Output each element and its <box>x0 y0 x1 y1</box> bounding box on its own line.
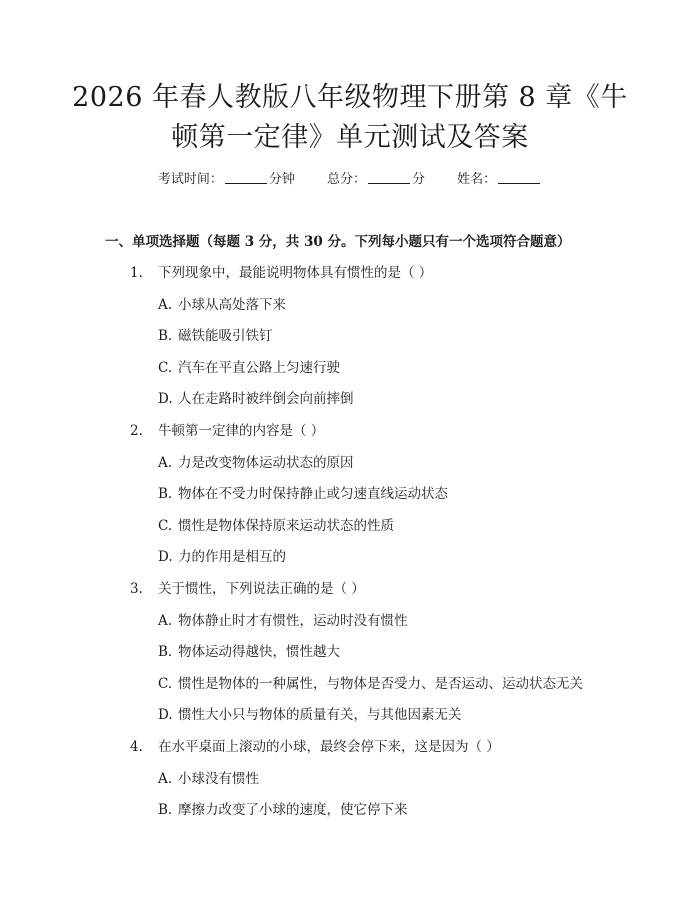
option-letter: B. <box>158 644 173 661</box>
option-text: 力是改变物体运动状态的原因 <box>178 454 354 471</box>
exam-time-field <box>158 172 299 187</box>
option-1a <box>0 290 700 322</box>
question-1 <box>0 258 700 290</box>
option-3b <box>0 637 700 669</box>
total-score-field <box>327 172 429 187</box>
option-letter: A. <box>158 296 173 313</box>
option-text: 物体在不受力时保持静止或匀速直线运动状态 <box>178 486 448 503</box>
option-letter: D. <box>158 391 173 408</box>
option-letter: A. <box>158 612 173 629</box>
option-text: 惯性大小只与物体的质量有关，与其他因素无关 <box>178 707 462 724</box>
question-number: 4. <box>130 738 143 755</box>
option-letter: C. <box>158 675 173 692</box>
option-2b <box>0 479 700 511</box>
option-1c <box>0 353 700 385</box>
question-stem: 牛顿第一定律的内容是（ ） <box>158 422 325 439</box>
question-stem: 在水平桌面上滚动的小球，最终会停下来，这是因为（ ） <box>158 738 500 755</box>
total-score-label: 总分： <box>326 172 366 187</box>
section-heading: 一、单项选择题（每题 3 分，共 30 分。下列每小题只有一个选项符合题意） <box>105 234 571 250</box>
option-text: 惯性是物体的一种属性，与物体是否受力、是否运动、运动状态无关 <box>178 675 583 692</box>
option-text: 汽车在平直公路上匀速行驶 <box>178 359 340 376</box>
question-number: 1. <box>130 265 143 281</box>
option-letter: B. <box>158 486 173 503</box>
option-text: 物体静止时才有惯性，运动时没有惯性 <box>178 612 408 629</box>
option-4a <box>0 764 700 796</box>
exam-time-label: 考试时间： <box>157 172 223 187</box>
name-field <box>457 172 542 187</box>
document-title: 2026 年春人教版八年级物理下册第 8 章《牛顿第一定律》单元测试及答案 <box>72 82 628 153</box>
option-letter: C. <box>158 517 173 534</box>
exam-time-blank <box>225 182 267 184</box>
question-number: 2. <box>130 422 143 439</box>
question-list <box>0 258 700 827</box>
option-letter: B. <box>158 328 173 345</box>
option-text: 摩擦力改变了小球的速度，使它停下来 <box>178 802 408 819</box>
option-3a <box>0 606 700 638</box>
question-4 <box>0 732 700 764</box>
option-text: 力的作用是相互的 <box>178 549 286 566</box>
question-number: 3. <box>130 580 143 597</box>
option-2a <box>0 448 700 480</box>
option-text: 小球从高处落下来 <box>178 296 286 313</box>
option-1b <box>0 321 700 353</box>
option-letter: B. <box>158 802 173 819</box>
option-1d <box>0 384 700 416</box>
option-2c <box>0 511 700 543</box>
option-letter: C. <box>158 359 173 376</box>
option-text: 惯性是物体保持原来运动状态的性质 <box>178 517 394 534</box>
name-label: 姓名： <box>457 172 497 187</box>
question-stem: 下列现象中，最能说明物体具有惯性的是（ ） <box>158 265 433 281</box>
option-text: 人在走路时被绊倒会向前摔倒 <box>178 391 354 408</box>
option-3c <box>0 669 700 701</box>
option-letter: A. <box>158 770 173 787</box>
option-4b <box>0 795 700 827</box>
option-text: 小球没有惯性 <box>178 770 259 787</box>
total-score-blank <box>368 182 410 184</box>
option-2d <box>0 542 700 574</box>
name-blank <box>498 182 540 184</box>
total-score-unit: 分 <box>412 172 426 187</box>
exam-time-unit: 分钟 <box>268 172 295 187</box>
option-letter: D. <box>158 549 173 566</box>
option-letter: D. <box>158 707 173 724</box>
option-3d <box>0 700 700 732</box>
question-2 <box>0 416 700 448</box>
option-text: 磁铁能吸引铁钉 <box>178 328 273 345</box>
option-letter: A. <box>158 454 173 471</box>
question-3 <box>0 574 700 606</box>
question-stem: 关于惯性，下列说法正确的是（ ） <box>158 580 365 597</box>
option-text: 物体运动得越快，惯性越大 <box>178 644 340 661</box>
exam-info-line <box>0 168 700 187</box>
